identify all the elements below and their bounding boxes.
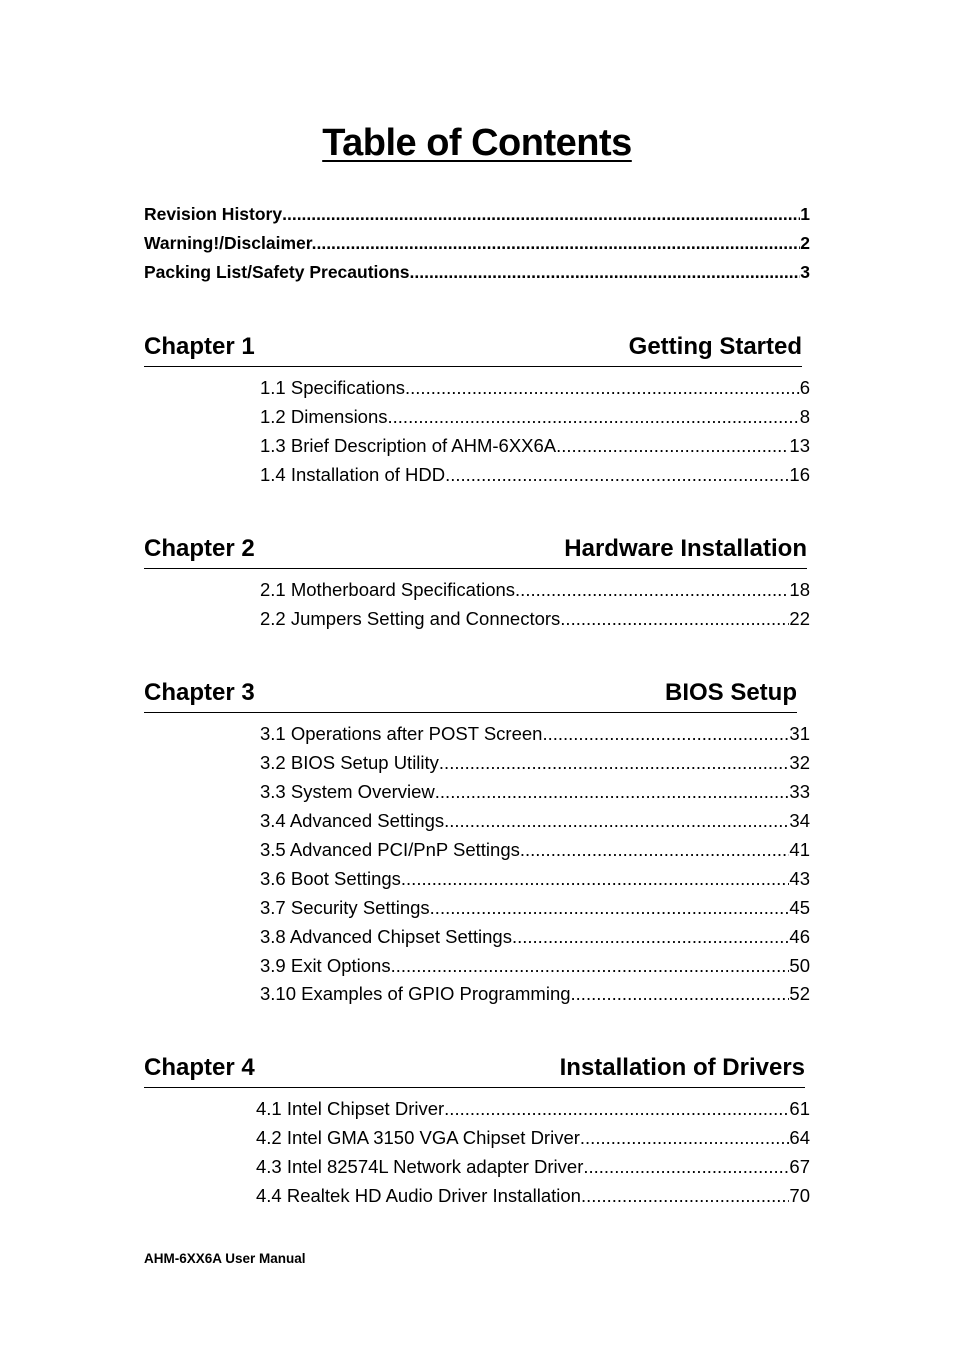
page-footer: AHM-6XX6A User Manual — [144, 1251, 306, 1266]
dot-leader — [581, 1185, 789, 1207]
toc-entry-page: 2 — [800, 233, 810, 253]
toc-entry[interactable] — [260, 464, 810, 492]
toc-entry-revision-history[interactable] — [144, 204, 810, 230]
toc-entry-title: 1.4 Installation of HDD — [260, 464, 446, 485]
toc-entry[interactable] — [260, 810, 810, 838]
toc-entry-page: 46 — [789, 926, 810, 947]
toc-entry[interactable] — [260, 839, 810, 867]
toc-entry-title: 3.7 Security Settings — [260, 897, 430, 918]
toc-entry[interactable] — [260, 955, 810, 983]
chapter-name: BIOS Setup — [664, 679, 797, 706]
toc-entry-title: 4.4 Realtek HD Audio Driver Installation — [256, 1185, 581, 1206]
toc-entry-title: 3.1 Operations after POST Screen — [260, 723, 543, 744]
toc-entry-title: 1.3 Brief Description of AHM-6XX6A — [260, 435, 557, 456]
dot-leader — [542, 723, 789, 745]
dot-leader — [444, 810, 789, 832]
toc-entry[interactable] — [260, 608, 810, 636]
dot-leader — [316, 233, 800, 254]
dot-leader — [520, 839, 790, 861]
toc-entry[interactable] — [260, 868, 810, 896]
toc-entry-page: 64 — [789, 1127, 810, 1148]
page-title: Table of Contents — [322, 122, 632, 164]
toc-entry-title: 3.9 Exit Options — [260, 955, 391, 976]
toc-entry[interactable] — [260, 781, 810, 809]
toc-entry[interactable] — [260, 723, 810, 751]
chapter-number: Chapter 3 — [144, 679, 255, 706]
toc-entry-page: 43 — [789, 868, 810, 889]
toc-entry-title: Warning!/Disclaimer. — [144, 233, 317, 253]
chapter-number: Chapter 1 — [144, 333, 255, 360]
toc-entry[interactable] — [256, 1098, 810, 1126]
toc-entry-warning-disclaimer[interactable] — [144, 233, 810, 259]
toc-entry[interactable] — [256, 1156, 810, 1184]
chapter-number: Chapter 2 — [144, 535, 255, 562]
toc-entry-title: 3.5 Advanced PCI/PnP Settings — [260, 839, 520, 860]
chapter-name: Hardware Installation — [564, 535, 807, 562]
chapter-number: Chapter 4 — [144, 1054, 255, 1081]
toc-entry[interactable] — [260, 897, 810, 925]
dot-leader — [444, 1098, 789, 1120]
toc-entry-page: 3 — [800, 262, 810, 282]
toc-entry-title: 4.1 Intel Chipset Driver — [256, 1098, 445, 1119]
toc-entry-title: 3.8 Advanced Chipset Settings — [260, 926, 512, 947]
toc-entry-title: 3.6 Boot Settings — [260, 868, 401, 889]
dot-leader — [445, 464, 789, 486]
toc-entry-title: 2.1 Motherboard Specifications — [260, 579, 516, 600]
chapter-name: Getting Started — [628, 333, 802, 360]
dot-leader — [401, 868, 790, 890]
chapter-heading-2[interactable] — [144, 534, 807, 569]
chapter-name: Installation of Drivers — [559, 1054, 805, 1081]
toc-entry[interactable] — [256, 1127, 810, 1155]
toc-entry-page: 6 — [799, 377, 810, 398]
toc-entry-title: 4.3 Intel 82574L Network adapter Driver — [256, 1156, 584, 1177]
dot-leader — [388, 406, 800, 428]
dot-leader — [571, 983, 790, 1005]
toc-entry-title: 1.2 Dimensions — [260, 406, 388, 427]
dot-leader — [556, 435, 789, 457]
toc-entry[interactable] — [260, 983, 810, 1011]
toc-entry-page: 61 — [789, 1098, 810, 1119]
dot-leader — [414, 262, 800, 283]
toc-entry[interactable] — [260, 435, 810, 463]
toc-entry-title: 4.2 Intel GMA 3150 VGA Chipset Driver — [256, 1127, 580, 1148]
chapter-heading-4[interactable] — [144, 1053, 805, 1088]
chapter-heading-1[interactable] — [144, 332, 802, 367]
toc-entry[interactable] — [260, 579, 810, 607]
toc-entry-title: Revision History — [144, 204, 283, 224]
toc-entry-page: 45 — [789, 897, 810, 918]
toc-entry-title: 3.2 BIOS Setup Utility — [260, 752, 439, 773]
toc-entry[interactable] — [260, 752, 810, 780]
toc-entry-title: Packing List/Safety Precautions. — [144, 262, 415, 282]
toc-entry-page: 32 — [789, 752, 810, 773]
dot-leader — [391, 955, 790, 977]
toc-entry[interactable] — [260, 406, 810, 434]
toc-entry-title: 3.10 Examples of GPIO Programming — [260, 983, 571, 1004]
toc-entry[interactable] — [260, 377, 810, 405]
dot-leader — [560, 608, 789, 630]
toc-entry[interactable] — [260, 926, 810, 954]
dot-leader — [580, 1127, 790, 1149]
chapter-heading-3[interactable] — [144, 678, 797, 713]
dot-leader — [405, 377, 800, 399]
toc-entry[interactable] — [256, 1185, 810, 1213]
dot-leader — [583, 1156, 789, 1178]
toc-entry-page: 52 — [789, 983, 810, 1004]
toc-entry-page: 18 — [789, 579, 810, 600]
toc-entry-page: 70 — [789, 1185, 810, 1206]
toc-entry-title: 1.1 Specifications — [260, 377, 406, 398]
toc-entry-title: 3.3 System Overview — [260, 781, 435, 802]
toc-entry-page: 34 — [789, 810, 810, 831]
dot-leader — [430, 897, 790, 919]
toc-entry-page: 33 — [789, 781, 810, 802]
dot-leader — [512, 926, 789, 948]
toc-entry-page: 67 — [789, 1156, 810, 1177]
toc-entry-title: 2.2 Jumpers Setting and Connectors — [260, 608, 561, 629]
toc-entry-page: 31 — [789, 723, 810, 744]
toc-entry-page: 8 — [799, 406, 810, 427]
toc-entry-page: 13 — [789, 435, 810, 456]
dot-leader — [515, 579, 789, 601]
dot-leader — [435, 781, 790, 803]
toc-entry-page: 41 — [789, 839, 810, 860]
toc-entry-page: 1 — [800, 204, 810, 224]
dot-leader — [282, 204, 800, 225]
toc-entry-packing-list[interactable] — [144, 262, 810, 288]
toc-entry-page: 50 — [789, 955, 810, 976]
toc-entry-title: 3.4 Advanced Settings — [260, 810, 445, 831]
toc-entry-page: 22 — [789, 608, 810, 629]
dot-leader — [439, 752, 790, 774]
toc-entry-page: 16 — [789, 464, 810, 485]
